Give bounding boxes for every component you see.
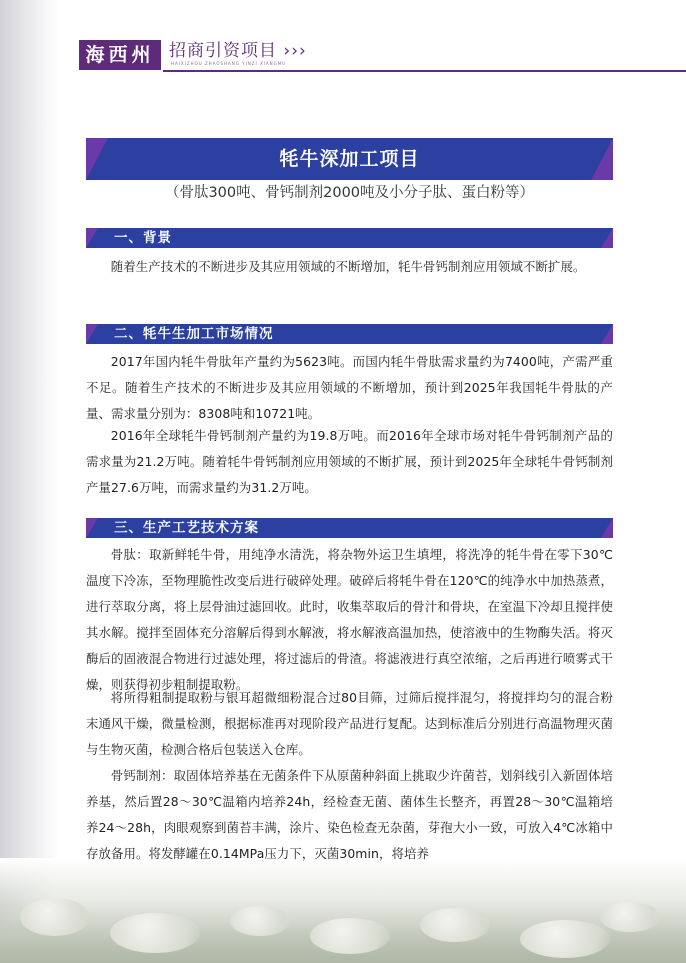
sheep-shape bbox=[20, 898, 90, 936]
sheep-shape bbox=[600, 902, 660, 932]
sheep-shape bbox=[110, 913, 200, 953]
project-title-bar bbox=[86, 138, 613, 180]
section-bar-left-accent bbox=[86, 228, 98, 248]
grassland-sheep-image bbox=[0, 858, 686, 963]
section-bar-right-accent bbox=[601, 324, 613, 344]
sheep-shape bbox=[420, 908, 490, 942]
paragraph: 骨肽：取新鲜牦牛骨，用纯净水清洗，将杂物外运卫生填埋，将洗净的牦牛骨在零下30℃温度下冷冻，至物理脆性改变后进行破碎处理。破碎后将牦牛骨在120℃的纯净水中加热蒸煮，进行萃取分离，将上层骨油过滤回收。此时，收集萃取后的骨汁和骨块，在室温下冷却且搅拌使其水解。搅拌至固体充分溶解后得到水解液，将水解液高温加热，使溶液中的生物酶失活。将灭酶后的固液混合物进行过滤处理，将过滤后的骨渣。将滤液进行真空浓缩，之后再进行喷雾式干燥，则获得初步粗制提取粉。 bbox=[86, 547, 613, 692]
header-divider bbox=[163, 70, 686, 72]
section-heading-bar bbox=[86, 324, 613, 344]
project-title: 牦牛深加工项目 bbox=[279, 148, 420, 170]
paragraph: 骨钙制剂：取固体培养基在无菌条件下从原菌种斜面上挑取少许菌苔，划斜线引入新固体培养基，然后置28～30℃温箱内培养24h，经检查无菌、菌体生长整齐，再置28～30℃温箱培养24～28h，肉眼观察到菌苔丰满，涂片、染色检查无杂菌，芽孢大小一致，可放入4℃冰箱中存放备用。将发酵罐在0.14MPa压力下，灭菌30min，将培养 bbox=[86, 768, 613, 861]
section-heading-bar bbox=[86, 518, 613, 538]
sheep-shape bbox=[310, 918, 390, 954]
section-heading-market: 二、牦牛生加工市场情况 bbox=[114, 326, 274, 342]
section-bar-right-accent bbox=[601, 228, 613, 248]
project-subtitle: （骨肽300吨、骨钙制剂2000吨及小分子肽、蛋白粉等） bbox=[164, 185, 535, 201]
section-heading-bar bbox=[86, 228, 613, 248]
paragraph: 随着生产技术的不断进步及其应用领域的不断增加，牦牛骨钙制剂应用领域不断扩展。 bbox=[110, 259, 586, 274]
sheep-shape bbox=[230, 906, 290, 936]
header-title: 招商引资项目 ››› bbox=[169, 41, 307, 61]
section-bar-left-accent bbox=[86, 324, 98, 344]
paragraph: 2016年全球牦牛骨钙制剂产量约为19.8万吨。而2016年全球市场对牦牛骨钙制剂产品的需求量为21.2万吨。随着牦牛骨钙制剂应用领域的不断扩展，预计到2025年全球牦牛骨钙制剂产量27.6万吨，而需求量约为31.2万吨。 bbox=[86, 428, 613, 495]
section-heading-background: 一、背景 bbox=[114, 230, 172, 246]
sheep-shape bbox=[520, 920, 610, 958]
section-bar-right-accent bbox=[601, 518, 613, 538]
header-subtitle: HAIXIZHOU ZHAOSHANG YINZI XIANGMU bbox=[171, 61, 287, 66]
haixi-logo: 海西州 bbox=[79, 40, 161, 70]
section-bar-left-accent bbox=[86, 518, 98, 538]
paragraph: 将所得粗制提取粉与银耳超微细粉混合过80目筛，过筛后搅拌混匀，将搅拌均匀的混合粉末通风干燥，微量检测，根据标准再对现阶段产品进行复配。达到标准后分别进行高温物理灭菌与生物灭菌，检测合格后包装送入仓库。 bbox=[86, 690, 613, 757]
section-heading-process: 三、生产工艺技术方案 bbox=[114, 520, 259, 536]
paragraph: 2017年国内牦牛骨肽年产量约为5623吨。而国内牦牛骨肽需求量约为7400吨，产需严重不足。随着生产技术的不断进步及其应用领域的不断增加，预计到2025年我国牦牛骨肽的产量、需求量分别为：8308吨和10721吨。 bbox=[86, 354, 613, 421]
page-spine-shading bbox=[0, 0, 60, 963]
